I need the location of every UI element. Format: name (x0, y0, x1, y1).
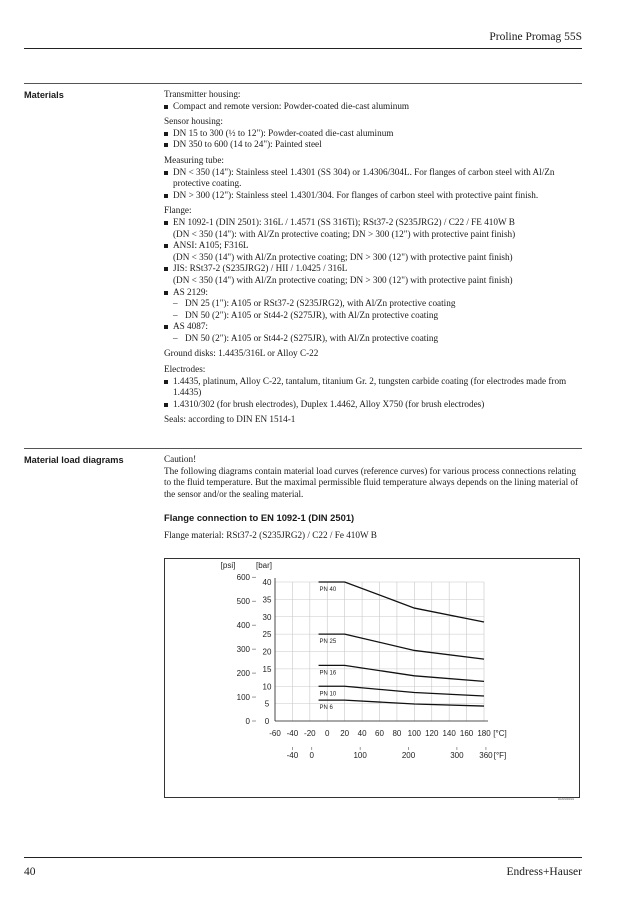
flange-list (164, 217, 584, 298)
flange-item: JIS: RSt37-2 (S235JRG2) / HII / 1.0425 / 316L (173, 263, 348, 274)
list-item: DN > 300 (12"): Stainless steel 1.4301/304. For flanges of carbon steel with protective paint finish. (164, 190, 584, 202)
header-title: Proline Promag 55S (489, 31, 582, 43)
page-number: 40 (24, 866, 36, 878)
sensor-heading: Sensor housing: (164, 116, 223, 127)
x-tick-label: -20 (304, 729, 316, 738)
x-tick-label: -40 (286, 729, 299, 738)
electrodes-heading: Electrodes: (164, 364, 206, 375)
x-tick-label: 160 (459, 729, 474, 738)
x2-tick-label: 0 (309, 751, 314, 760)
transmitter-heading: Transmitter housing: (164, 89, 241, 99)
series-line (319, 665, 484, 681)
sensor-list (164, 128, 584, 151)
list-item: Compact and remote version: Powder-coated die-cast aluminum (164, 101, 584, 113)
caution-text: Caution! (164, 454, 197, 464)
y-tick-label: 20 (262, 647, 272, 657)
x-tick-label: 100 (407, 729, 422, 738)
load-description: The following diagrams contain material load curves (reference curves) for various process connections relating to the fluid temperature. But the maximal permissible fluid temperature always depends on the lining material of the sensor and/or the sealing material. (164, 465, 579, 499)
footer-brand: Endress+Hauser (506, 866, 582, 878)
list-item: AS 2129: (164, 287, 584, 299)
ground-disks: Ground disks: 1.4435/316L or Alloy C-22 (164, 348, 319, 359)
x-tick-label: 140 (442, 729, 456, 738)
y-tick-label: 40 (262, 578, 272, 587)
y2-tick-label: 0 (245, 717, 250, 726)
y2-axis-label: [psi] (220, 561, 236, 570)
flange-item: ANSI: A105; F316L (173, 240, 249, 251)
x-tick-label: -60 (269, 729, 281, 738)
series-label: PN 16 (319, 670, 337, 677)
x2-tick-label: 200 (401, 751, 416, 760)
materials-content (164, 89, 584, 426)
x-axis-label: [°C] (493, 729, 507, 738)
flange-note: (DN < 350 (14") with Al/Zn protective coating; DN > 300 (12") with protective paint finish) (173, 274, 513, 285)
y-tick-label: 5 (264, 699, 270, 709)
x2-tick-label: 300 (450, 751, 464, 760)
y-tick-label: 35 (262, 595, 272, 605)
flange-note: (DN < 350 (14"): with Al/Zn protective coating; DN > 300 (12") with protective paint finish) (173, 228, 516, 239)
y2-tick-label: 500 (236, 597, 250, 607)
list-item: 1.4310/302 (for brush electrodes), Duplex 1.4462, Alloy X750 (for brush electrodes) (164, 399, 584, 411)
list-item: AS 4087: (164, 321, 584, 333)
seals: Seals: according to DIN EN 1514-1 (164, 414, 296, 425)
list-item: DN 15 to 300 (½ to 12"): Powder-coated die-cast aluminum (164, 128, 584, 140)
list-item: DN 350 to 600 (14 to 24"): Painted steel (164, 139, 584, 151)
x-tick-label: 0 (325, 729, 330, 738)
x-tick-label: 20 (340, 729, 350, 738)
x-tick-label: 80 (392, 729, 402, 738)
list-item (164, 263, 584, 286)
y2-tick-label: 300 (236, 645, 250, 655)
flange-item: EN 1092-1 (DIN 2501): 316L / 1.4571 (SS 316Ti); RSt37-2 (S235JRG2) / C22 / FE 410W B (173, 216, 515, 227)
y-tick-label: 30 (262, 612, 272, 622)
x2-tick-label: 360 (479, 751, 493, 760)
y2-tick-label: 200 (236, 669, 250, 679)
x-tick-label: 180 (477, 729, 491, 738)
section-rule (24, 83, 582, 84)
chart-id: A0005544 (558, 797, 574, 801)
electrodes-list (164, 376, 584, 411)
series-label: PN 10 (319, 691, 337, 698)
load-label: Material load diagrams (24, 455, 124, 465)
y2-tick-label: 400 (236, 621, 250, 631)
series-label: PN 40 (319, 587, 337, 593)
list-item (164, 217, 584, 240)
dash-item: – DN 50 (2"): A105 or St44-2 (S275JR), with Al/Zn protective coating (173, 309, 439, 320)
list-item: DN < 350 (14"): Stainless steel 1.4301 (SS 304) or 1.4306/304L. For flanges of carbon steel with Al/Zn protective coating. (164, 167, 584, 190)
flange-heading: Flange: (164, 205, 192, 216)
tube-heading: Measuring tube: (164, 154, 224, 165)
x-tick-label: 120 (425, 729, 439, 738)
x2-tick-label: -40 (286, 751, 299, 760)
flange-note: (DN < 350 (14") with Al/Zn protective coating; DN > 300 (12") with protective paint finish) (173, 251, 513, 262)
x-tick-label: 60 (375, 729, 384, 738)
section-rule (24, 448, 582, 449)
tube-list (164, 167, 584, 202)
dash-item-text: DN 25 (1"): A105 or RSt37-2 (S235JRG2), with Al/Zn protective coating (185, 298, 456, 309)
footer-rule (24, 857, 582, 858)
x2-tick-label: 100 (353, 751, 367, 760)
load-content (164, 454, 584, 542)
materials-label: Materials (24, 90, 64, 100)
list-item: 1.4435, platinum, Alloy C-22, tantalum, titanium Gr. 2, tungsten carbide coating (for electrodes made from 1.4435) (164, 376, 584, 399)
dash-item: – DN 50 (2"): A105 or St44-2 (S275JR), with Al/Zn protective coating (173, 332, 439, 343)
series-line (319, 700, 484, 706)
y2-tick-label: 600 (236, 573, 250, 583)
y2-tick-label: 100 (236, 693, 250, 703)
transmitter-list (164, 101, 584, 113)
series-line (319, 634, 484, 659)
chart-subheading: Flange connection to EN 1092-1 (DIN 2501) (164, 512, 355, 524)
list-item (164, 240, 584, 263)
x2-axis-label: [°F] (493, 751, 507, 760)
y-axis-label: [bar] (255, 561, 273, 570)
y-tick-label: 10 (262, 682, 272, 692)
y-tick-label: 0 (264, 717, 270, 726)
chart-frame (164, 558, 580, 798)
material-load-chart (165, 559, 579, 797)
series-line (319, 686, 484, 696)
dash-item: – DN 25 (1"): A105 or RSt37-2 (S235JRG2), with Al/Zn protective coating (173, 298, 456, 309)
series-label: PN 25 (319, 639, 337, 646)
series-line (319, 582, 484, 622)
y-tick-label: 25 (262, 630, 272, 640)
series-label: PN 6 (319, 705, 333, 712)
dash-item-text: DN 50 (2"): A105 or St44-2 (S275JR), with Al/Zn protective coating (185, 332, 439, 343)
dash-item-text: DN 50 (2"): A105 or St44-2 (S275JR), with Al/Zn protective coating (185, 309, 439, 320)
x-tick-label: 40 (357, 729, 367, 738)
flange-material: Flange material: RSt37-2 (S235JRG2) / C22 / Fe 410W B (164, 529, 377, 540)
y-tick-label: 15 (262, 664, 272, 674)
header-rule (24, 48, 582, 49)
